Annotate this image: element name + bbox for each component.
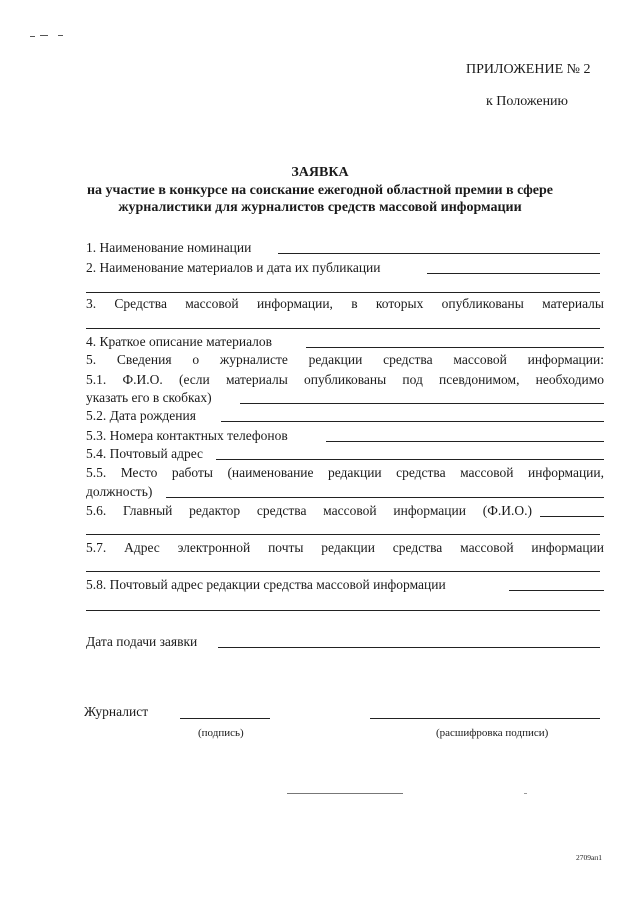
scan-dot bbox=[524, 793, 527, 794]
field-birthdate-line[interactable] bbox=[221, 421, 604, 422]
field-submission-date-label: Дата подачи заявки bbox=[86, 634, 198, 649]
field-description-label: 4. Краткое описание материалов bbox=[86, 334, 273, 349]
field-media-label: 3. Средства массовой информации, в которых опубликованы материалы bbox=[86, 296, 604, 311]
field-materials-label: 2. Наименование материалов и дата их публикации bbox=[86, 260, 381, 275]
signature-decode-caption: (расшифровка подписи) bbox=[436, 727, 549, 739]
field-fullname-line[interactable] bbox=[240, 403, 604, 404]
field-submission-date-line[interactable] bbox=[218, 647, 600, 648]
form-title: ЗАЯВКА bbox=[291, 165, 349, 180]
journalist-label: Журналист bbox=[84, 704, 149, 719]
field-phones-line[interactable] bbox=[326, 441, 604, 442]
field-editorial-address-label: 5.8. Почтовый адрес редакции средства массовой информации bbox=[86, 577, 446, 592]
section-journalist-label: 5. Сведения о журналисте редакции средства массовой информации: bbox=[86, 352, 604, 367]
field-editorial-address-line[interactable] bbox=[509, 590, 604, 591]
appendix-label: ПРИЛОЖЕНИЕ № 2 bbox=[466, 62, 591, 77]
field-editor-line-2[interactable] bbox=[86, 534, 600, 535]
field-editorial-address-line-2[interactable] bbox=[86, 610, 600, 611]
form-subtitle-line2: журналистики для журналистов средств массовой информации bbox=[118, 200, 522, 215]
field-postal-label: 5.4. Почтовый адрес bbox=[86, 446, 204, 461]
field-workplace-line[interactable] bbox=[166, 497, 604, 498]
form-subtitle-line1: на участие в конкурсе на соискание ежегодной областной премии в сфере bbox=[86, 183, 554, 198]
field-fullname-label-cont: указать его в скобках) bbox=[86, 390, 212, 405]
field-email-line[interactable] bbox=[86, 571, 600, 572]
regulation-label: к Положению bbox=[486, 94, 569, 109]
field-materials-line[interactable] bbox=[427, 273, 600, 274]
field-workplace-label-cont: должность) bbox=[86, 484, 153, 499]
field-phones-label: 5.3. Номера контактных телефонов bbox=[86, 428, 288, 443]
field-email-label: 5.7. Адрес электронной почты редакции средства массовой информации bbox=[86, 540, 604, 555]
field-materials-line-2[interactable] bbox=[86, 292, 600, 293]
field-fullname-label: 5.1. Ф.И.О. (если материалы опубликованы под псевдонимом, необходимо bbox=[86, 372, 604, 387]
field-media-line[interactable] bbox=[86, 328, 600, 329]
field-birthdate-label: 5.2. Дата рождения bbox=[86, 408, 196, 423]
field-nomination-label: 1. Наименование номинации bbox=[86, 240, 252, 255]
field-description-line[interactable] bbox=[306, 347, 604, 348]
signature-decode-line[interactable] bbox=[370, 718, 600, 719]
signature-line[interactable] bbox=[180, 718, 270, 719]
field-editor-label: 5.6. Главный редактор средства массовой информации (Ф.И.О.) bbox=[86, 503, 532, 518]
field-nomination-line[interactable] bbox=[278, 253, 600, 254]
field-postal-line[interactable] bbox=[216, 459, 604, 460]
signature-caption: (подпись) bbox=[198, 727, 244, 739]
field-workplace-label: 5.5. Место работы (наименование редакции средства массовой информации, bbox=[86, 465, 604, 480]
document-code: 2709ап1 bbox=[576, 853, 602, 862]
field-editor-line[interactable] bbox=[540, 516, 604, 517]
bottom-divider bbox=[287, 793, 403, 794]
